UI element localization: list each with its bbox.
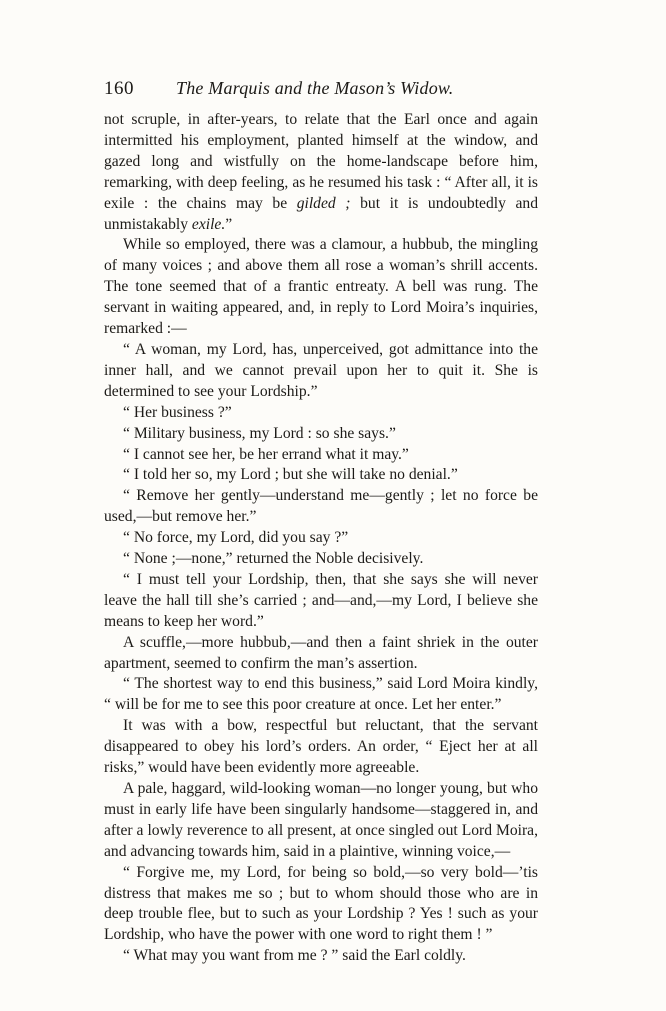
- paragraph: [104, 445, 538, 466]
- text-run: A pale, haggard, wild-looking woman—no longer young, but who must in early life have been singularly handsome—staggered in, and after a lowly reverence to all present, at once singled out Lord Moira, and advancing towards him, said in a plaintive, winning voice,—: [104, 780, 538, 860]
- text-run: “ I cannot see her, be her errand what it may.”: [123, 445, 409, 463]
- text-run: “ I told her so, my Lord ; but she will take no denial.”: [123, 466, 458, 484]
- paragraph: [104, 403, 538, 424]
- paragraph: [104, 235, 538, 340]
- page-header: [104, 78, 538, 104]
- text-run: “ Military business, my Lord : so she says.”: [123, 424, 396, 442]
- body-text: [104, 110, 538, 967]
- text-run: “ A woman, my Lord, has, unperceived, got admittance into the inner hall, and we cannot prevail upon her to quit it. She is determined to see your Lordship.”: [104, 340, 538, 400]
- italic-text: exile.: [191, 215, 226, 233]
- paragraph: [104, 486, 538, 528]
- text-run: A scuffle,—more hubbub,—and then a faint shriek in the outer apartment, seemed to confirm the man’s assertion.: [104, 633, 538, 672]
- italic-text: gilded ;: [296, 194, 351, 212]
- paragraph: [104, 465, 538, 486]
- text-run: “ None ;—none,” returned the Noble decisively.: [123, 550, 424, 568]
- paragraph: [104, 340, 538, 403]
- text-run: “ No force, my Lord, did you say ?”: [123, 529, 349, 547]
- paragraph: [104, 863, 538, 947]
- paragraph: [104, 549, 538, 570]
- text-run: but it is undoubtedly and unmistakably: [104, 194, 538, 233]
- text-run: “ I must tell your Lordship, then, that she says she will never leave the hall till she’s carried ; and—and,—my Lord, I believe she means to keep her word.”: [104, 570, 538, 630]
- paragraph: [104, 633, 538, 675]
- paragraph: [104, 110, 538, 235]
- running-title: The Marquis and the Mason’s Widow.: [176, 78, 454, 98]
- text-run: “ Forgive me, my Lord, for being so bold,—so very bold—’tis distress that makes me so ; but to whom should those who are in deep trouble flee, but to such as your Lordship ? Yes ! such as your Lordship, who have the power with one word to right them ! ”: [104, 863, 538, 944]
- text-run: “ Remove her gently—understand me—gently ; let no force be used,—but remove her.”: [104, 487, 538, 526]
- book-page: [104, 78, 538, 967]
- paragraph: [104, 674, 538, 716]
- page-number: 160: [104, 78, 134, 99]
- paragraph: [104, 570, 538, 633]
- paragraph: [104, 716, 538, 779]
- text-run: While so employed, there was a clamour, a hubbub, the mingling of many voices ; and above them all rose a woman’s shrill accents. The tone seemed that of a frantic entreaty. A bell was rung. The servant in waiting appeared, and, in reply to Lord Moira’s inquiries, remarked :—: [104, 236, 538, 338]
- text-run: ”: [225, 215, 233, 233]
- paragraph: [104, 779, 538, 863]
- text-run: not scruple, in after-years, to relate that the Earl once and again intermitted his employment, planted himself at the window, and gazed long and wistfully on the home-landscape before him, remarking, with deep feeling, as he resumed his task : “ After all, it is exile : the chains may be: [104, 111, 538, 212]
- paragraph: [104, 528, 538, 549]
- text-run: “ Her business ?”: [123, 403, 232, 421]
- text-run: “ What may you want from me ? ” said the Earl coldly.: [123, 947, 466, 965]
- text-run: It was with a bow, respectful but reluctant, that the servant disappeared to obey his lord’s orders. An order, “ Eject her at all risks,” would have been evidently more agreeable.: [104, 717, 538, 777]
- paragraph: [104, 424, 538, 445]
- paragraph: [104, 946, 538, 967]
- text-run: “ The shortest way to end this business,” said Lord Moira kindly, “ will be for me to see this poor creature at once. Let her enter.”: [104, 675, 538, 714]
